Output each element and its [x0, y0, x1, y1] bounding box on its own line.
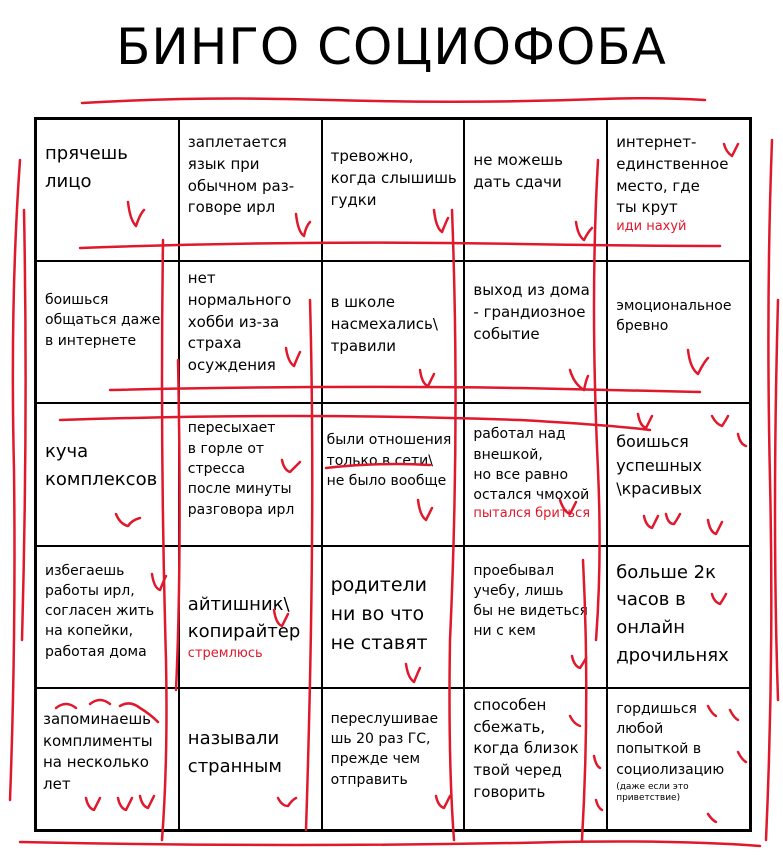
bingo-cell	[179, 261, 322, 403]
cell-text: интернет- единственное место, где ты крут иди нахуй	[616, 132, 747, 236]
bingo-cell	[36, 403, 179, 545]
bingo-cell	[179, 546, 322, 688]
bingo-cell	[607, 119, 750, 261]
bingo-cell	[322, 261, 465, 403]
bingo-cell	[322, 403, 465, 545]
marker-line	[10, 160, 20, 800]
bingo-cell	[464, 546, 607, 688]
page-title: БИНГО СОЦИОФОБА	[116, 18, 667, 76]
cell-text: способен сбежать, когда близок твой черед говорить	[473, 695, 579, 801]
cell-text: айтишник\ копирайтер стремлюсь	[188, 591, 319, 664]
bingo-cell	[179, 688, 322, 830]
marker-line	[82, 98, 705, 103]
marker-line	[22, 210, 26, 640]
bingo-cell	[607, 546, 750, 688]
cell-text: нет нормального хобби из-за страха осуждения	[187, 269, 292, 375]
bingo-cell	[36, 546, 179, 688]
bingo-grid	[34, 117, 752, 832]
cell-small-note: (даже если это приветствие)	[616, 781, 689, 803]
cell-text: в школе насмехались\ травили	[330, 293, 438, 355]
bingo-cell	[36, 119, 179, 261]
bingo-cell	[36, 688, 179, 830]
bingo-cell	[179, 119, 322, 261]
cell-text: куча комплексов	[45, 441, 158, 491]
cell-note: иди нахуй	[616, 219, 687, 234]
bingo-cell	[464, 688, 607, 830]
bingo-cell	[607, 261, 750, 403]
marker-line	[766, 140, 772, 840]
cell-text: были отношения только в сети\ не было вообще	[326, 432, 452, 489]
marker-line	[775, 300, 778, 700]
cell-note: пытался бриться	[473, 505, 591, 521]
cell-text: проебывал учебу, лишь бы не видеться ни с кем	[473, 562, 588, 640]
cell-note: стремлюсь	[187, 646, 263, 662]
cell-text: боишься успешных \красивых	[616, 432, 702, 498]
bingo-cell	[607, 688, 750, 830]
cell-text: эмоциональное бревно	[616, 298, 732, 335]
cell-text: называли странным	[187, 727, 282, 777]
bingo-cell	[179, 403, 322, 545]
cell-text: родители ни во что не ставят	[330, 573, 428, 655]
bingo-cell	[464, 403, 607, 545]
bingo-cell	[36, 261, 179, 403]
bingo-cell	[464, 119, 607, 261]
cell-text: тревожно, когда слышишь гудки	[330, 147, 457, 209]
bingo-cell	[464, 261, 607, 403]
cell-text: прячешь лицо	[45, 143, 128, 192]
marker-line	[20, 842, 760, 847]
cell-text: запоминаешь комплименты на несколько лет	[43, 709, 153, 794]
cell-text: гордишься любой попыткой в социолизацию (даже если это приветствие)	[616, 699, 747, 804]
cell-text: избегаешь работы ирл, согласен жить на копейки, работая дома	[45, 562, 155, 660]
bingo-cell	[322, 119, 465, 261]
bingo-cell	[322, 688, 465, 830]
cell-text: пересыхает в горле от стресса после минуты разговора ирл	[187, 420, 295, 518]
cell-text: заплетается язык при обычном раз- говоре ирл	[187, 133, 295, 217]
cell-text: работал над внешкой, но все равно остался чмохой пытался бриться	[473, 424, 604, 522]
cell-text: не можешь дать сдачи	[473, 151, 563, 191]
cell-text: больше 2к часов в онлайн дрочильнях	[616, 561, 729, 667]
cell-text: боишься общаться даже в интернете	[45, 292, 161, 349]
bingo-cell	[322, 546, 465, 688]
bingo-cell	[607, 403, 750, 545]
cell-text: переслушивае шь 20 раз ГС, прежде чем отправить	[330, 710, 439, 788]
cell-text: выход из дома - грандиозное событие	[473, 281, 590, 343]
